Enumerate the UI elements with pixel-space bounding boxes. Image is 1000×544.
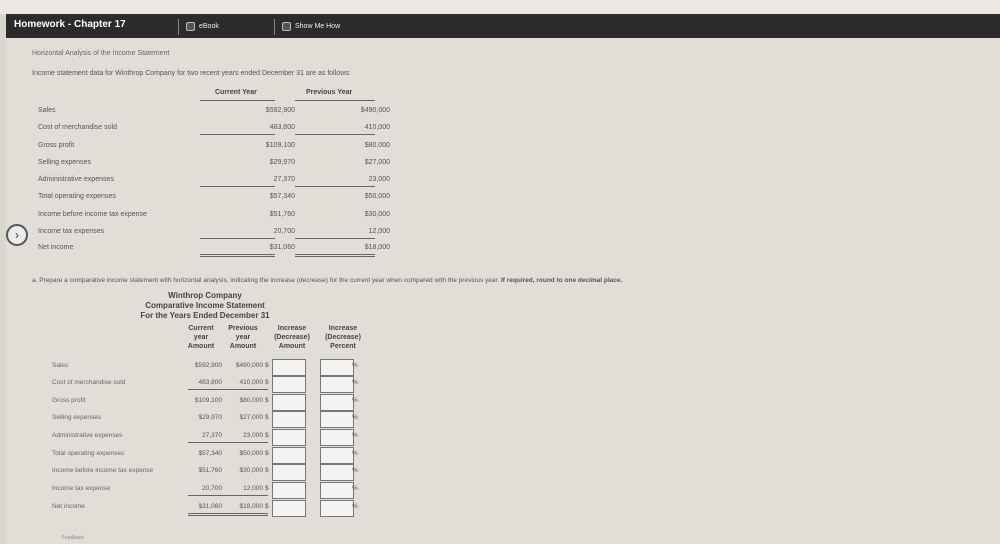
row-label: Net income xyxy=(52,503,85,510)
total-double-rule xyxy=(232,513,268,514)
part-a-instruction-bold: If required, round to one decimal place. xyxy=(500,277,623,284)
current-year-amount: $57,340 xyxy=(198,450,222,457)
increase-amount-input[interactable] xyxy=(272,464,306,481)
previous-year-value: 12,000 xyxy=(368,228,390,235)
header-rule xyxy=(200,100,275,101)
dollar-sign: $ xyxy=(265,467,269,474)
percent-sign: % xyxy=(352,450,358,457)
previous-year-value: $30,000 xyxy=(364,211,390,218)
row-label: Income tax expenses xyxy=(38,228,105,235)
previous-year-amount: $27,000 xyxy=(239,414,263,421)
previous-year-value: $80,000 xyxy=(364,142,390,149)
assignment-header xyxy=(6,14,1000,38)
previous-year-value: $27,000 xyxy=(364,159,390,166)
show-me-how-button[interactable] xyxy=(282,22,340,31)
current-year-value: $592,900 xyxy=(265,107,295,114)
ebook-button[interactable] xyxy=(186,22,219,31)
increase-percent-input[interactable] xyxy=(320,359,354,376)
percent-sign: % xyxy=(352,432,358,439)
statement-row xyxy=(30,481,375,499)
assignment-title: Homework - Chapter 17 xyxy=(14,19,126,30)
dollar-sign: $ xyxy=(265,432,269,439)
expand-nav-button[interactable] xyxy=(6,224,28,246)
header-increase-amount xyxy=(264,324,320,351)
current-year-value: $109,100 xyxy=(265,142,295,149)
header-divider xyxy=(274,19,275,35)
data-row xyxy=(30,190,390,204)
current-year-amount: $109,100 xyxy=(194,397,222,404)
dollar-sign: $ xyxy=(265,379,269,386)
statement-row xyxy=(30,358,375,376)
current-year-amount: $592,900 xyxy=(194,362,222,369)
sum-rule xyxy=(295,238,375,239)
sum-rule xyxy=(200,186,275,187)
sum-rule xyxy=(188,495,232,496)
row-label: Income before income tax expense xyxy=(52,467,154,474)
data-row xyxy=(30,173,390,187)
header-rule xyxy=(295,100,375,101)
statement-row xyxy=(30,410,375,428)
previous-year-amount: $80,000 xyxy=(239,397,263,404)
row-label: Income before income tax expense xyxy=(38,211,147,218)
row-label: Administrative expenses xyxy=(38,176,114,183)
increase-percent-input[interactable] xyxy=(320,376,354,393)
header-current-year-amount xyxy=(180,324,222,351)
current-year-value: $31,060 xyxy=(269,244,295,251)
sum-rule xyxy=(232,389,268,390)
increase-amount-input[interactable] xyxy=(272,359,306,376)
dollar-sign: $ xyxy=(265,362,269,369)
problem-intro: Income statement data for Winthrop Company for two recent years ended December 31 are as follows: xyxy=(32,70,351,77)
data-row xyxy=(30,208,390,222)
row-label: Sales xyxy=(52,362,69,369)
row-label: Total operating expenses xyxy=(52,450,125,457)
row-label: Gross profit xyxy=(38,142,75,149)
percent-sign: % xyxy=(352,503,358,510)
increase-percent-input[interactable] xyxy=(320,429,354,446)
row-label: Total operating expenses xyxy=(38,193,116,200)
increase-amount-input[interactable] xyxy=(272,500,306,517)
video-icon xyxy=(282,22,291,31)
total-double-rule xyxy=(232,515,268,516)
sum-rule xyxy=(232,442,268,443)
current-year-value: $57,340 xyxy=(269,193,295,200)
total-double-rule xyxy=(200,256,275,257)
sum-rule xyxy=(188,389,232,390)
dollar-sign: $ xyxy=(265,397,269,404)
statement-row xyxy=(30,375,375,393)
current-year-value: $51,760 xyxy=(269,211,295,218)
previous-year-value: $490,000 xyxy=(360,107,390,114)
header-increase-percent xyxy=(318,324,368,351)
part-a-instruction-text: a. Prepare a comparative income statement with horizontal analysis, indicating the increase (decrease) for the current year when compared with the previous year. xyxy=(32,277,500,284)
current-year-amount: $29,970 xyxy=(198,414,222,421)
browser-top-strip xyxy=(0,0,1000,14)
increase-percent-input[interactable] xyxy=(320,500,354,517)
total-double-rule xyxy=(200,254,275,255)
total-double-rule xyxy=(295,256,375,257)
current-year-value: 483,800 xyxy=(269,124,295,131)
sum-rule xyxy=(295,134,375,135)
statement-title: Comparative Income Statement xyxy=(145,301,265,310)
previous-year-amount: $30,000 xyxy=(239,467,263,474)
current-year-value: $29,970 xyxy=(269,159,295,166)
col-current-year: Current Year xyxy=(215,89,257,96)
hdr-line: (Decrease) xyxy=(325,334,361,341)
increase-amount-input[interactable] xyxy=(272,411,306,428)
row-label: Gross profit xyxy=(52,397,86,404)
hdr-line: year xyxy=(193,334,209,341)
statement-row xyxy=(30,446,375,464)
increase-amount-input[interactable] xyxy=(272,394,306,411)
sum-rule xyxy=(295,186,375,187)
previous-year-amount: 23,000 xyxy=(243,432,263,439)
increase-percent-input[interactable] xyxy=(320,482,354,499)
data-row xyxy=(30,225,390,239)
current-year-amount: 27,370 xyxy=(202,432,222,439)
problem-heading: Horizontal Analysis of the Income Statement xyxy=(32,50,170,57)
hdr-line: Increase xyxy=(328,325,358,332)
sum-rule xyxy=(232,495,268,496)
sum-rule xyxy=(200,238,275,239)
hdr-line: Current xyxy=(188,325,214,332)
previous-year-value: 23,000 xyxy=(368,176,390,183)
percent-sign: % xyxy=(352,362,358,369)
data-row xyxy=(30,121,390,135)
dollar-sign: $ xyxy=(265,485,269,492)
percent-sign: % xyxy=(352,467,358,474)
statement-row xyxy=(30,428,375,446)
hdr-line: Amount xyxy=(229,343,257,350)
hdr-line: (Decrease) xyxy=(274,334,310,341)
row-label: Sales xyxy=(38,107,56,114)
previous-year-amount: 12,000 xyxy=(243,485,263,492)
increase-amount-input[interactable] xyxy=(272,482,306,499)
row-label: Cost of merchandise sold xyxy=(52,379,126,386)
increase-percent-input[interactable] xyxy=(320,411,354,428)
hdr-line: Percent xyxy=(330,343,356,350)
total-double-rule xyxy=(188,513,232,514)
row-label: Administrative expenses xyxy=(52,432,123,439)
increase-amount-input[interactable] xyxy=(272,429,306,446)
header-divider xyxy=(178,19,179,35)
row-label: Selling expenses xyxy=(38,159,91,166)
current-year-value: 20,700 xyxy=(273,228,295,235)
increase-amount-input[interactable] xyxy=(272,447,306,464)
current-year-amount: 20,700 xyxy=(202,485,222,492)
increase-amount-input[interactable] xyxy=(272,376,306,393)
previous-year-amount: 410,000 xyxy=(239,379,263,386)
previous-year-amount: $50,000 xyxy=(239,450,263,457)
data-row xyxy=(30,156,390,170)
show-me-how-label: Show Me How xyxy=(295,23,341,30)
dollar-sign: $ xyxy=(265,503,269,510)
feedback-link[interactable]: Feedback xyxy=(62,535,84,541)
percent-sign: % xyxy=(352,397,358,404)
increase-percent-input[interactable] xyxy=(320,464,354,481)
ebook-label: eBook xyxy=(199,23,219,30)
dollar-sign: $ xyxy=(265,414,269,421)
percent-sign: % xyxy=(352,379,358,386)
data-row xyxy=(30,139,390,153)
header-previous-year-amount xyxy=(222,324,264,351)
row-label: Income tax expense xyxy=(52,485,111,492)
increase-percent-input[interactable] xyxy=(320,394,354,411)
dollar-sign: $ xyxy=(265,450,269,457)
statement-company: Winthrop Company xyxy=(168,291,242,300)
hdr-line: Amount xyxy=(278,343,306,350)
total-double-rule xyxy=(295,254,375,255)
statement-row xyxy=(30,393,375,411)
sum-rule xyxy=(188,442,232,443)
increase-percent-input[interactable] xyxy=(320,447,354,464)
statement-period: For the Years Ended December 31 xyxy=(140,311,270,320)
previous-year-amount: $18,000 xyxy=(239,503,263,510)
hdr-line: Previous xyxy=(228,325,258,332)
part-a-instruction xyxy=(32,277,622,284)
col-previous-year: Previous Year xyxy=(306,89,353,96)
hdr-line: year xyxy=(235,334,251,341)
hdr-line: Amount xyxy=(187,343,215,350)
current-year-amount: $51,760 xyxy=(198,467,222,474)
previous-year-value: $18,000 xyxy=(364,244,390,251)
current-year-amount: 483,800 xyxy=(198,379,222,386)
percent-sign: % xyxy=(352,414,358,421)
previous-year-value: 410,000 xyxy=(364,124,390,131)
data-row xyxy=(30,104,390,118)
chevron-right-icon: › xyxy=(15,228,19,242)
sum-rule xyxy=(200,134,275,135)
previous-year-amount: $490,000 xyxy=(235,362,263,369)
current-year-amount: $31,060 xyxy=(198,503,222,510)
percent-sign: % xyxy=(352,485,358,492)
current-year-value: 27,370 xyxy=(273,176,295,183)
statement-row xyxy=(30,463,375,481)
row-label: Selling expenses xyxy=(52,414,102,421)
total-double-rule xyxy=(188,515,232,516)
previous-year-value: $50,000 xyxy=(364,193,390,200)
hdr-line: Increase xyxy=(277,325,307,332)
row-label: Cost of merchandise sold xyxy=(38,124,117,131)
row-label: Net income xyxy=(38,244,74,251)
data-row xyxy=(30,241,390,255)
book-icon xyxy=(186,22,195,31)
